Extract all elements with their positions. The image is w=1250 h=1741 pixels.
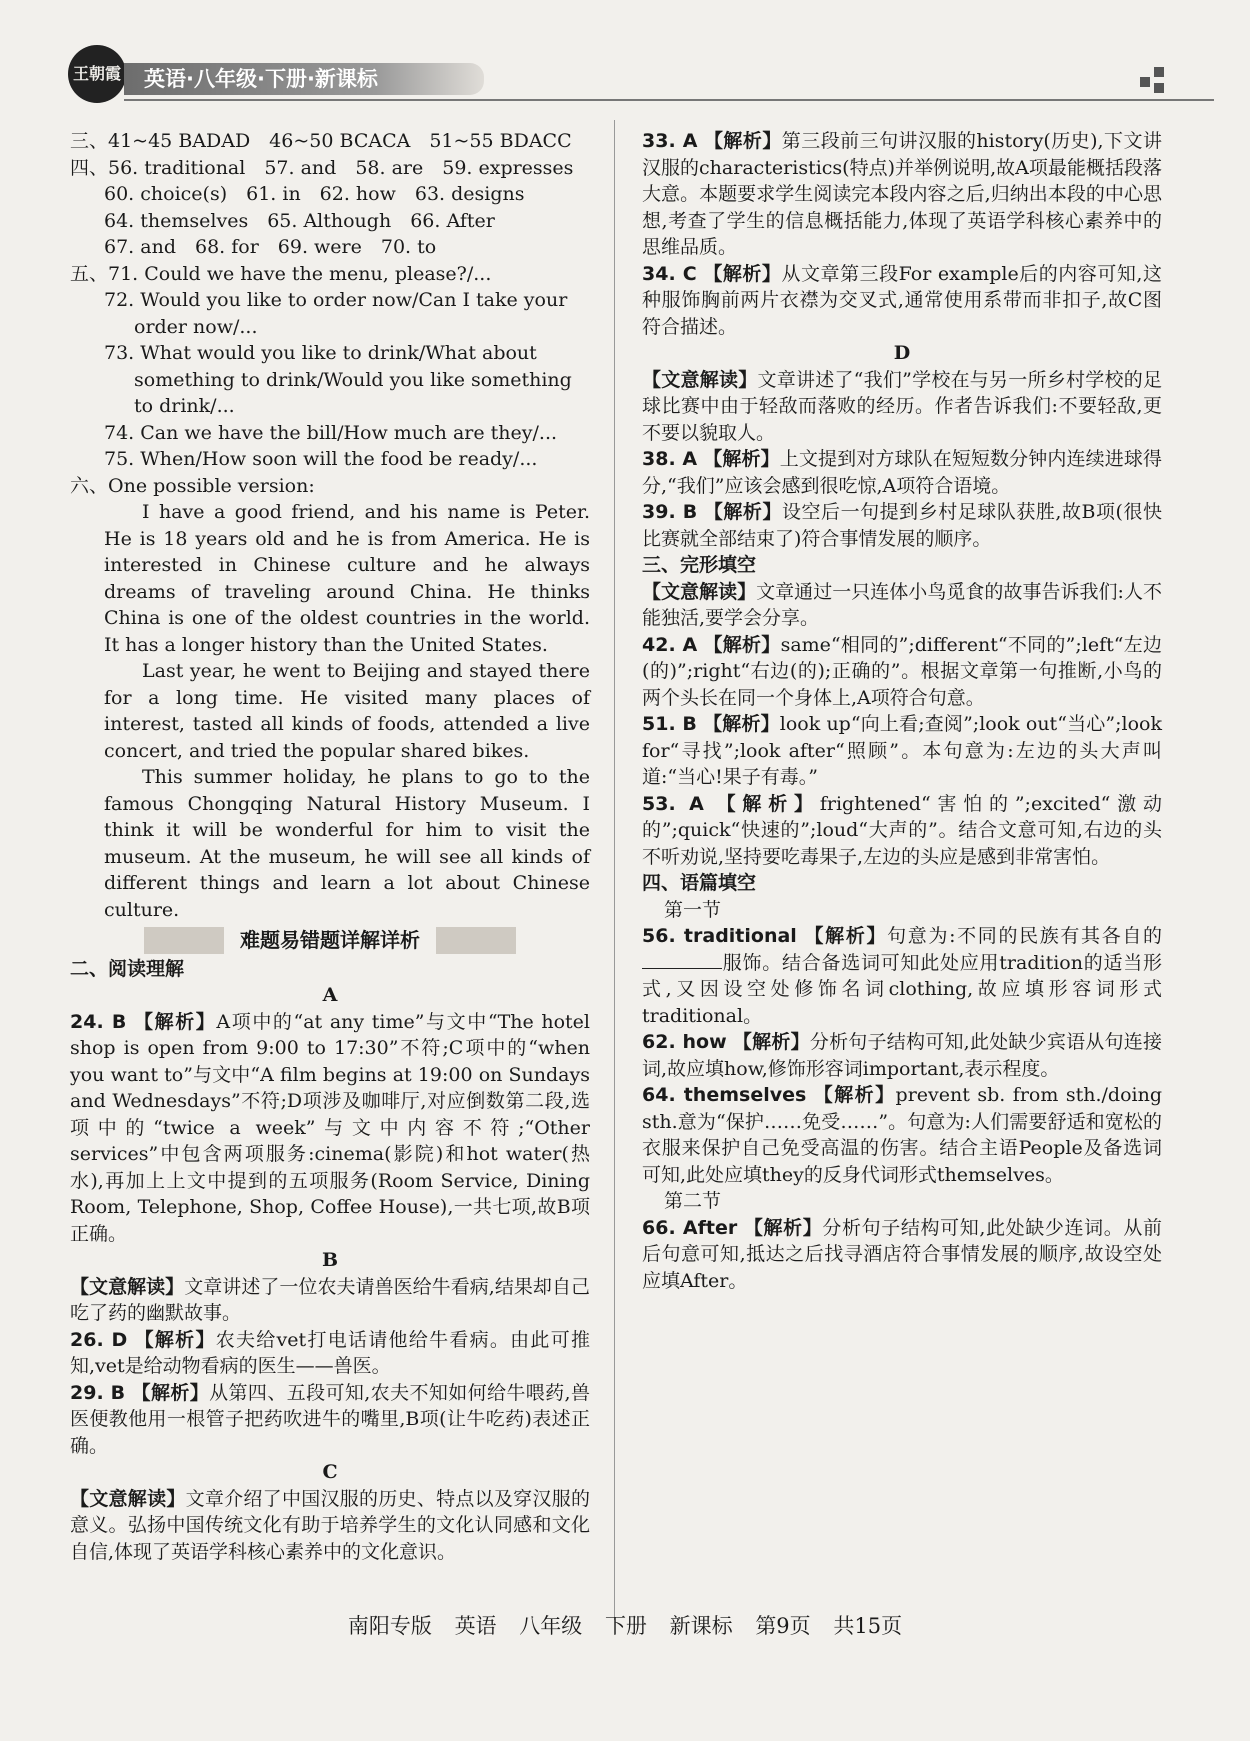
passage-summary-c: 【文意解读】文章介绍了中国汉服的历史、特点以及穿汉服的意义。弘扬中国传统文化有助于培养学生的文化认同感和文化自信,体现了英语学科核心素养中的文化意识。 <box>70 1487 590 1563</box>
explanation-39: 39. B 【解析】设空后一句提到乡村足球队获胜,故B项(很快比赛就全部结束了)符合事情发展的顺序。 <box>642 501 1162 550</box>
explanation-26: 26. D 【解析】农夫给vet打电话请他给牛看病。由此可推知,vet是给动物看病的医生——兽医。 <box>70 1328 590 1377</box>
left-column <box>70 128 590 1565</box>
passage-summary-d: 【文意解读】文章讲述了“我们”学校在与另一所乡村学校的足球比赛中由于轻敌而落败的经历。作者告诉我们:不要轻敌,更不要以貌取人。 <box>642 368 1162 444</box>
section-five-first: 五、71. Could we have the menu, please?/... <box>70 262 492 285</box>
essay-paragraph: I have a good friend, and his name is Peter. He is 18 years old and he is from America. He is interested in Chinese culture and he always dreams of traveling around China. He thinks China is one of the oldest countries in the world. It has a longer history than the United States. <box>104 501 590 656</box>
right-column <box>642 128 1162 1294</box>
explanation-66: 66. After 【解析】分析句子结构可知,此处缺少连词。从前后句意可知,抵达之后找寻酒店符合事情发展的顺序,故设空处应填After。 <box>642 1216 1162 1292</box>
section-four-answers: 四、56. traditional 57. and 58. are 59. expresses <box>70 156 574 179</box>
answer-row: 67. and 68. for 69. were 70. to <box>104 236 437 258</box>
footer-total: 共15页 <box>833 1614 903 1638</box>
header-rule <box>124 99 1214 101</box>
cloze-section-title: 三、完形填空 <box>642 554 757 576</box>
gap-fill-section-title: 四、语篇填空 <box>642 872 757 894</box>
sample-essay <box>70 499 590 923</box>
explanation-56: 56. traditional 【解析】句意为:不同的民族有其各自的服饰。结合备选词可知此处应用tradition的适当形式,又因设空处修饰名词clothing,故应填形容词形式traditional。 <box>642 925 1162 1027</box>
footer-grade: 八年级 <box>519 1614 583 1638</box>
answer-row: 60. choice(s) 61. in 62. how 63. designs <box>104 183 525 205</box>
explanation-29: 29. B 【解析】从第四、五段可知,农夫不知如何给牛喂药,兽医便教他用一根管子把药吹进牛的嘴里,B项(让牛吃药)表述正确。 <box>70 1381 590 1457</box>
page-header <box>60 45 1220 105</box>
footer-standard: 新课标 <box>669 1614 733 1638</box>
part-one-label: 第一节 <box>664 898 722 921</box>
footer-volume: 下册 <box>604 1614 647 1638</box>
passage-label: C <box>322 1461 338 1483</box>
explanation-38: 38. A 【解析】上文提到对方球队在短短数分钟内连续进球得分,“我们”应该会感到很吃惊,A项符合语境。 <box>642 448 1162 497</box>
column-divider <box>614 120 615 1620</box>
passage-label: B <box>321 1249 339 1271</box>
passage-label: D <box>893 342 911 364</box>
answer-row: 64. themselves 65. Although 66. After <box>104 209 495 232</box>
essay-paragraph: This summer holiday, he plans to go to the famous Chongqing Natural History Museum. I think it will be wonderful for him to visit the museum. At the museum, he will see all kinds of different things and learn a lot about Chinese culture. <box>104 766 590 921</box>
footer-subject: 英语 <box>454 1614 497 1638</box>
passage-summary-b: 【文意解读】文章讲述了一位农夫请兽医给牛看病,结果却自己吃了药的幽默故事。 <box>70 1275 590 1324</box>
explanation-64: 64. themselves 【解析】prevent sb. from sth./doing sth.意为“保护……免受……”。句意为:人们需要舒适和宽松的衣服来保护自己免受高温的伤害。结合主语People及备选词可知,此处应填they的反身代词形式themselves。 <box>642 1084 1162 1186</box>
part-two-label: 第二节 <box>664 1190 722 1212</box>
publisher-logo: 王朝霞 <box>68 45 126 103</box>
answer-item: 75. When/How soon will the food be ready/... <box>104 448 538 470</box>
explanation-51: 51. B 【解析】look up“向上看;查阅”;look out“当心”;look for“寻找”;look after“照顾”。本句意为:左边的头大声叫道:“当心!果子有毒。” <box>642 713 1162 788</box>
explanation-24: 24. B 【解析】A项中的“at any time”与文中“The hotel shop is open from 9:00 to 17:30”不符;C项中的“when you want to”与文中“A film begins at 19:00 on Sundays and Wednesdays”不符;D项涉及咖啡厅,对应倒数第二段,选项中的“twice a week”与文中内容不符;“Other services”中包含两项服务:cinema(影院)和hot water(热水),再加上上文中提到的五项服务(Room Service, Dining Room, Telephone, Shop, Coffee House),一共七项,故B项正确。 <box>70 1010 590 1245</box>
section-three-answers: 三、41~45 BADAD 46~50 BCACA 51~55 BDACC <box>70 130 572 152</box>
section-six-title: 六、One possible version: <box>70 474 315 497</box>
explanation-42: 42. A 【解析】same“相同的”;different“不同的”;left“左边(的)”;right“右边(的);正确的”。根据文章第一句推断,小鸟的两个头长在同一个身体上,A项符合句意。 <box>642 633 1162 709</box>
section-banner: 难题易错题详解详析 <box>70 927 590 954</box>
title-bar <box>124 63 484 95</box>
square-icon <box>1140 77 1150 87</box>
passage-label: A <box>322 984 338 1006</box>
explanation-33: 33. A 【解析】第三段前三句讲汉服的history(历史),下文讲汉服的characteristics(特点)并举例说明,故A项最能概括段落大意。本题要求学生阅读完本段内容之后,归纳出本段的中心思想,考查了学生的信息概括能力,体现了英语学科核心素养中的思维品质。 <box>642 130 1162 258</box>
footer-edition: 南阳专版 <box>347 1614 432 1638</box>
passage-summary-cloze: 【文意解读】文章通过一只连体小鸟觅食的故事告诉我们:人不能独活,要学会分享。 <box>642 580 1162 629</box>
explanation-62: 62. how 【解析】分析句子结构可知,此处缺少宾语从句连接词,故应填how,修饰形容词important,表示程度。 <box>642 1031 1162 1080</box>
square-icon <box>1154 83 1164 93</box>
explanation-34: 34. C 【解析】从文章第三段For example后的内容可知,这种服饰胸前两片衣襟为交叉式,通常使用系带而非扣子,故C图符合描述。 <box>642 262 1162 338</box>
answer-item: 72. Would you like to order now/Can I take your order now/... <box>104 289 568 338</box>
answer-item: 74. Can we have the bill/How much are they/... <box>104 421 558 444</box>
answer-item: 73. What would you like to drink/What about something to drink/Would you like something to drink/... <box>104 342 572 417</box>
page-footer <box>0 1613 1250 1640</box>
footer-page: 第9页 <box>755 1614 811 1638</box>
reading-section-title: 二、阅读理解 <box>70 957 185 980</box>
blank-line <box>642 950 722 969</box>
square-icon <box>1154 67 1164 77</box>
explanation-53: 53. A 【解析】frightened“害怕的”;excited“激动的”;quick“快速的”;loud“大声的”。结合文意可知,右边的头不听劝说,坚持要吃毒果子,左边的头应是感到非常害怕。 <box>642 792 1162 868</box>
essay-paragraph: Last year, he went to Beijing and stayed there for a long time. He visited many places of interest, tasted all kinds of foods, attended a live concert, and tried the popular shared bikes. <box>104 660 590 762</box>
book-title: 英语·八年级·下册·新课标 <box>144 67 378 91</box>
